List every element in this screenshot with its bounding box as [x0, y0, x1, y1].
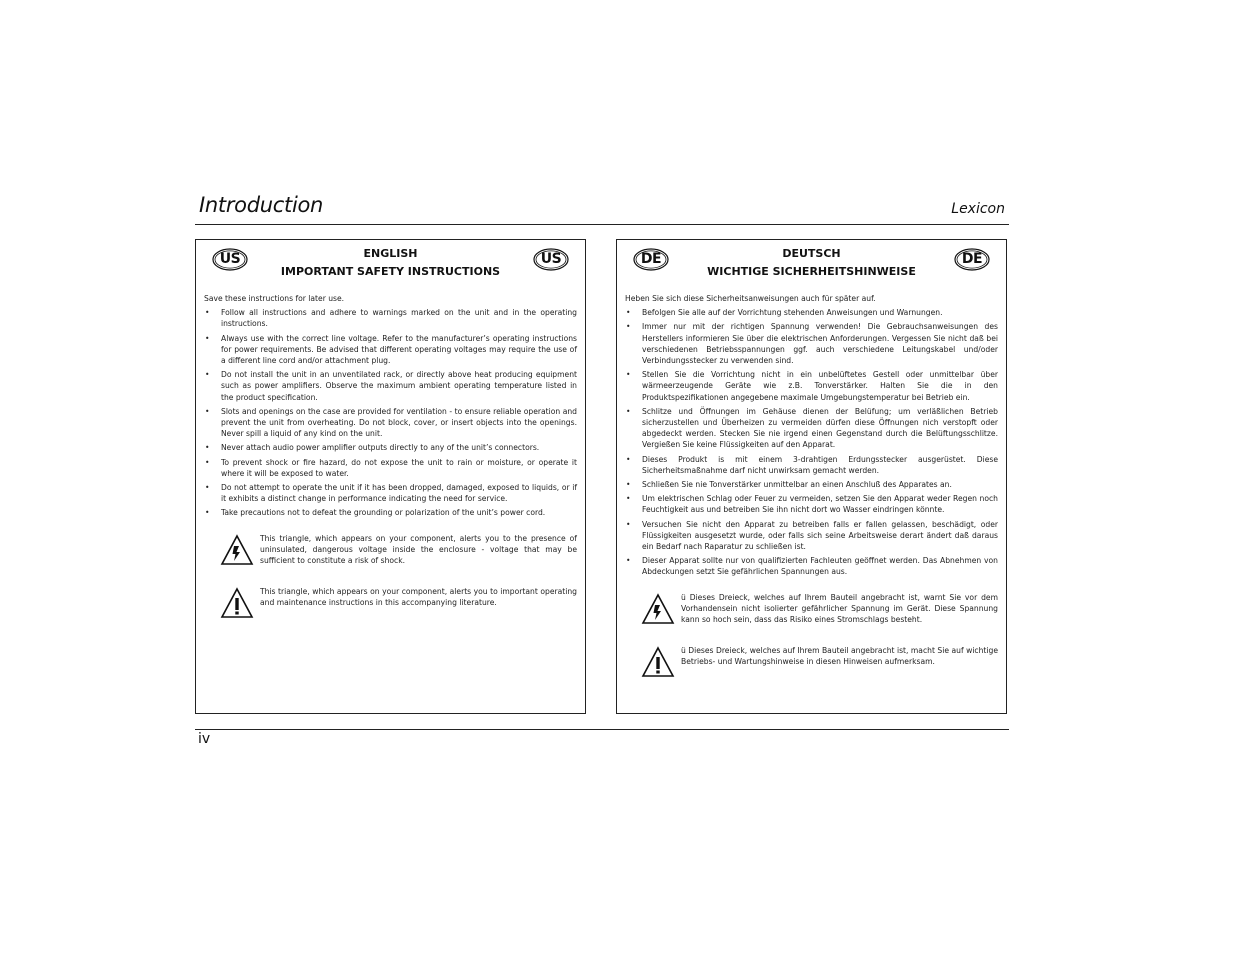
english-panel: [195, 239, 586, 714]
warning-text: This triangle, which appears on your component, alerts you to important operating and maintenance instructions in this accompanying literature.: [260, 586, 577, 607]
country-badge-right: [533, 248, 569, 271]
badge-label: DE: [640, 251, 662, 267]
list-item: • Do not attempt to operate the unit if it has been dropped, damaged, exposed to liquids, or if it exhibits a distinct change in performance indicating the need for service.: [205, 483, 577, 504]
list-item: • Schlitze und Öffnungen im Gehäuse dienen der Belüfung; um verläßlichen Betrieb sicherzustellen und Überheizen zu vermeiden dürfen diese Öffnungen nich verstopft oder abgedeckt werden. Stecken Sie nie irgend einen Gegenstand durch die Belüftungsschlitze. Vergießen Sie keine Flüssigkeiten auf den Apparat.: [626, 406, 998, 450]
attention-warning: [204, 586, 577, 622]
badge-label: US: [540, 251, 562, 267]
header-rule: [195, 224, 1009, 225]
warning-text: ü Dieses Dreieck, welches auf Ihrem Bauteil angebracht ist, macht Sie auf wichtige Betriebs- und Wartungshinweise in diesen Hinweisen aufmerksam.: [681, 645, 998, 666]
language-heading: DEUTSCH: [782, 247, 841, 260]
shock-warning: [625, 592, 998, 628]
section-heading: IMPORTANT SAFETY INSTRUCTIONS: [280, 264, 501, 278]
list-item: • Stellen Sie die Vorrichtung nicht in ein unbelüftetes Gestell oder unmittelbar über wärmeerzeugende Geräte wie z.B. Tonverstärker. Halten Sie die in den Produktspezifikationen angegebene maximale Umgebungstemperatur bei Betrieb ein.: [626, 370, 998, 402]
shock-warning: [204, 533, 577, 569]
list-item: • Take precautions not to defeat the grounding or polarization of the unit’s power cord.: [205, 508, 546, 518]
instruction-list: [204, 307, 577, 518]
page-title: Introduction: [199, 193, 324, 217]
list-item: • To prevent shock or fire hazard, do not expose the unit to rain or moisture, or operate it where it will be exposed to water.: [205, 457, 577, 478]
country-badge-left: [633, 248, 669, 271]
intro-text: Save these instructions for later use.: [204, 294, 345, 303]
list-item: • Slots and openings on the case are provided for ventilation - to ensure reliable operation and prevent the unit from overheating. Do not block, cover, or insert objects into the openings. Never spill a liquid of any kind on the unit.: [205, 406, 577, 439]
list-item: • Always use with the correct line voltage. Refer to the manufacturer’s operating instructions for power requirements. Be advised that different operating voltages may require the use of a different line cord and/or attachment plug.: [205, 333, 577, 366]
list-item: • Befolgen Sie alle auf der Vorrichtung stehenden Anweisungen und Warnungen.: [626, 308, 943, 318]
list-item: • Schließen Sie nie Tonverstärker unmittelbar an einen Anschluß des Apparates an.: [626, 480, 952, 490]
list-item: • Follow all instructions and adhere to warnings marked on the unit and in the operating instructions.: [205, 308, 577, 329]
footer-rule: [195, 729, 1009, 730]
list-item: • Do not install the unit in an unventilated rack, or directly above heat producing equipment such as power amplifiers. Observe the maximum ambient operating temperature listed in the product specification.: [205, 370, 577, 402]
list-item: • Dieses Produkt is mit einem 3-drahtigen Erdungsstecker ausgerüstet. Diese Sicherheitsmaßnahme darf nicht unwirksam gemacht werden.: [626, 454, 998, 475]
deutsch-panel: [616, 239, 1007, 714]
lightning-warning-icon: [220, 534, 254, 566]
country-badge-left: [212, 248, 248, 271]
intro-text: Heben Sie sich diese Sicherheitsanweisungen auch für später auf.: [625, 294, 876, 303]
section-heading: WICHTIGE SICHERHEITSHINWEISE: [707, 264, 916, 278]
exclamation-warning-icon: [220, 587, 254, 619]
panel-body: [625, 293, 998, 681]
warning-text: ü Dieses Dreieck, welches auf Ihrem Bauteil angebracht ist, warnt Sie vor dem Vorhandensein nicht isolierter gefährlicher Spannung im Gerät. Diese Spannung kann so hoch sein, dass das Risiko eines Stromschlags besteht.: [681, 592, 998, 625]
lightning-warning-icon: [641, 593, 675, 625]
list-item: • Dieser Apparat sollte nur von qualifizierten Fachleuten geöffnet werden. Das Abnehmen von Abdeckungen setzt Sie gefährlichen Spannungen aus.: [626, 556, 998, 577]
list-item: • Versuchen Sie nicht den Apparat zu betreiben falls er fallen gelassen, beschädigt, oder Flüssigkeiten ausgesetzt wurde, oder falls sich seine Arbeitsweise derart ändert daß daraus ein Bedarf nach Raparatur zu schließen ist.: [626, 519, 998, 552]
badge-label: DE: [961, 251, 983, 267]
panel-heading: [256, 245, 525, 280]
language-heading: ENGLISH: [363, 247, 418, 260]
list-item: • Immer nur mit der richtigen Spannung verwenden! Die Gebrauchsanweisungen des Herstellers informieren Sie über die elektrischen Anforderungen. Vergessen Sie nicht daß bei verschiedenen Betriebsspannungen ggf. auch verschiedene Leitungskabel und/oder Verbindungsstecker zu verwenden sind.: [626, 322, 998, 366]
country-badge-right: [954, 248, 990, 271]
warning-text: This triangle, which appears on your component, alerts you to the presence of uninsulated, dangerous voltage inside the enclosure - voltage that may be sufficient to constitute a risk of shock.: [260, 533, 577, 566]
instruction-list: [625, 307, 998, 577]
brand-name: Lexicon: [951, 201, 1005, 217]
exclamation-warning-icon: [641, 646, 675, 678]
list-item: • Never attach audio power amplifier outputs directly to any of the unit’s connectors.: [205, 443, 540, 453]
panel-body: [204, 293, 577, 622]
page-number: iv: [198, 731, 211, 747]
badge-label: US: [219, 251, 241, 267]
panel-heading: [677, 245, 946, 280]
attention-warning: [625, 645, 998, 681]
list-item: • Um elektrischen Schlag oder Feuer zu vermeiden, setzen Sie den Apparat weder Regen noch Feuchtigkeit aus und betreiben Sie ihn nicht dort wo Wasser eindringen könnte.: [626, 494, 998, 515]
